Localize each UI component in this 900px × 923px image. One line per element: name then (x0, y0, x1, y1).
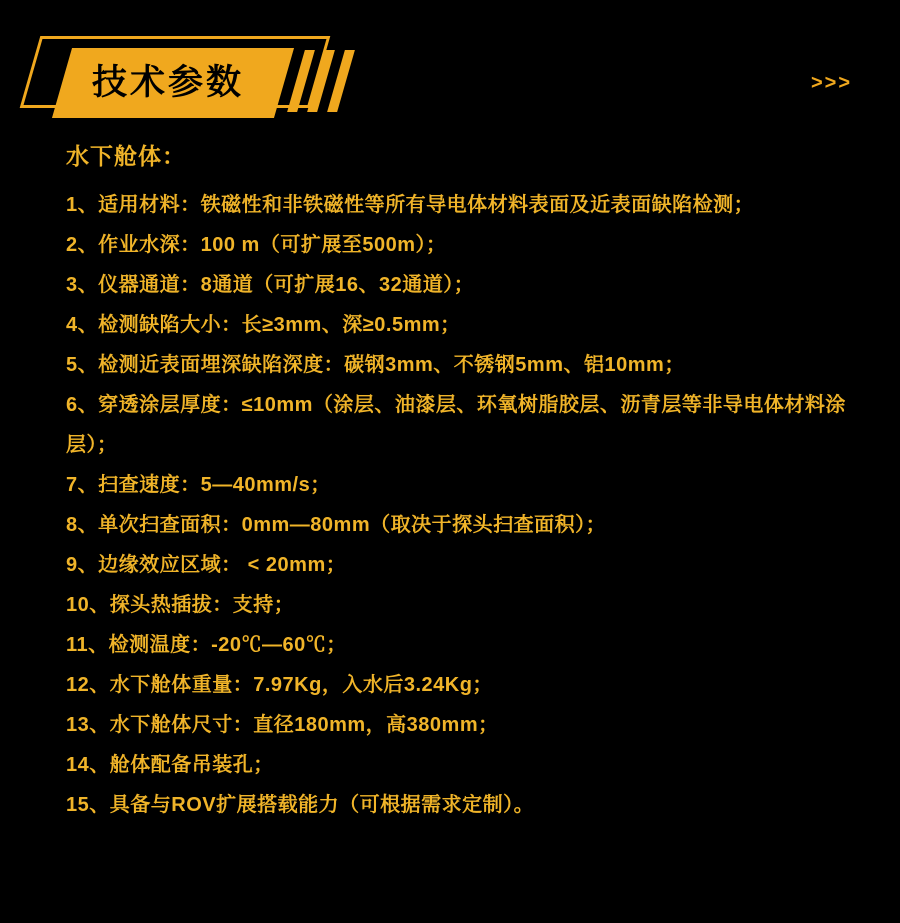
list-item: 2、作业水深：100 m（可扩展至500m）； (66, 234, 447, 256)
list-item: 9、边缘效应区域： < 20mm； (66, 554, 347, 576)
page-header (0, 0, 900, 140)
list-item: 7、扫查速度：5—40mm/s； (66, 474, 331, 496)
list-item: 11、检测温度：-20℃—60℃； (66, 634, 347, 656)
spec-list (66, 185, 870, 825)
list-item: 5、检测近表面埋深缺陷深度：碳钢3mm、不锈钢5mm、铝10mm； (66, 354, 685, 376)
list-item: 10、探头热插拔：支持； (66, 594, 295, 616)
arrows-decoration: >>> (810, 72, 852, 94)
decorative-slashes (290, 50, 370, 112)
spec-content (66, 138, 870, 825)
list-item: 8、单次扫查面积：0mm—80mm（取决于探头扫查面积）； (66, 514, 607, 536)
section-title: 水下舱体： (66, 143, 186, 169)
list-item: 12、水下舱体重量：7.97Kg，入水后3.24Kg； (66, 674, 493, 696)
list-item: 3、仪器通道：8通道（可扩展16、32通道）； (66, 274, 475, 296)
list-item: 15、具备与ROV扩展搭载能力（可根据需求定制）。 (66, 794, 535, 816)
list-item: 13、水下舱体尺寸：直径180mm，高380mm； (66, 714, 499, 736)
list-item: 1、适用材料：铁磁性和非铁磁性等所有导电体材料表面及近表面缺陷检测； (66, 194, 755, 216)
list-item: 6、穿透涂层厚度：≤10mm（涂层、油漆层、环氧树脂胶层、沥青层等非导电体材料涂层）； (66, 394, 846, 456)
list-item: 14、舱体配备吊装孔； (66, 754, 274, 776)
page-title: 技术参数 (92, 63, 245, 102)
list-item: 4、检测缺陷大小：长≥3mm、深≥0.5mm； (66, 314, 461, 336)
